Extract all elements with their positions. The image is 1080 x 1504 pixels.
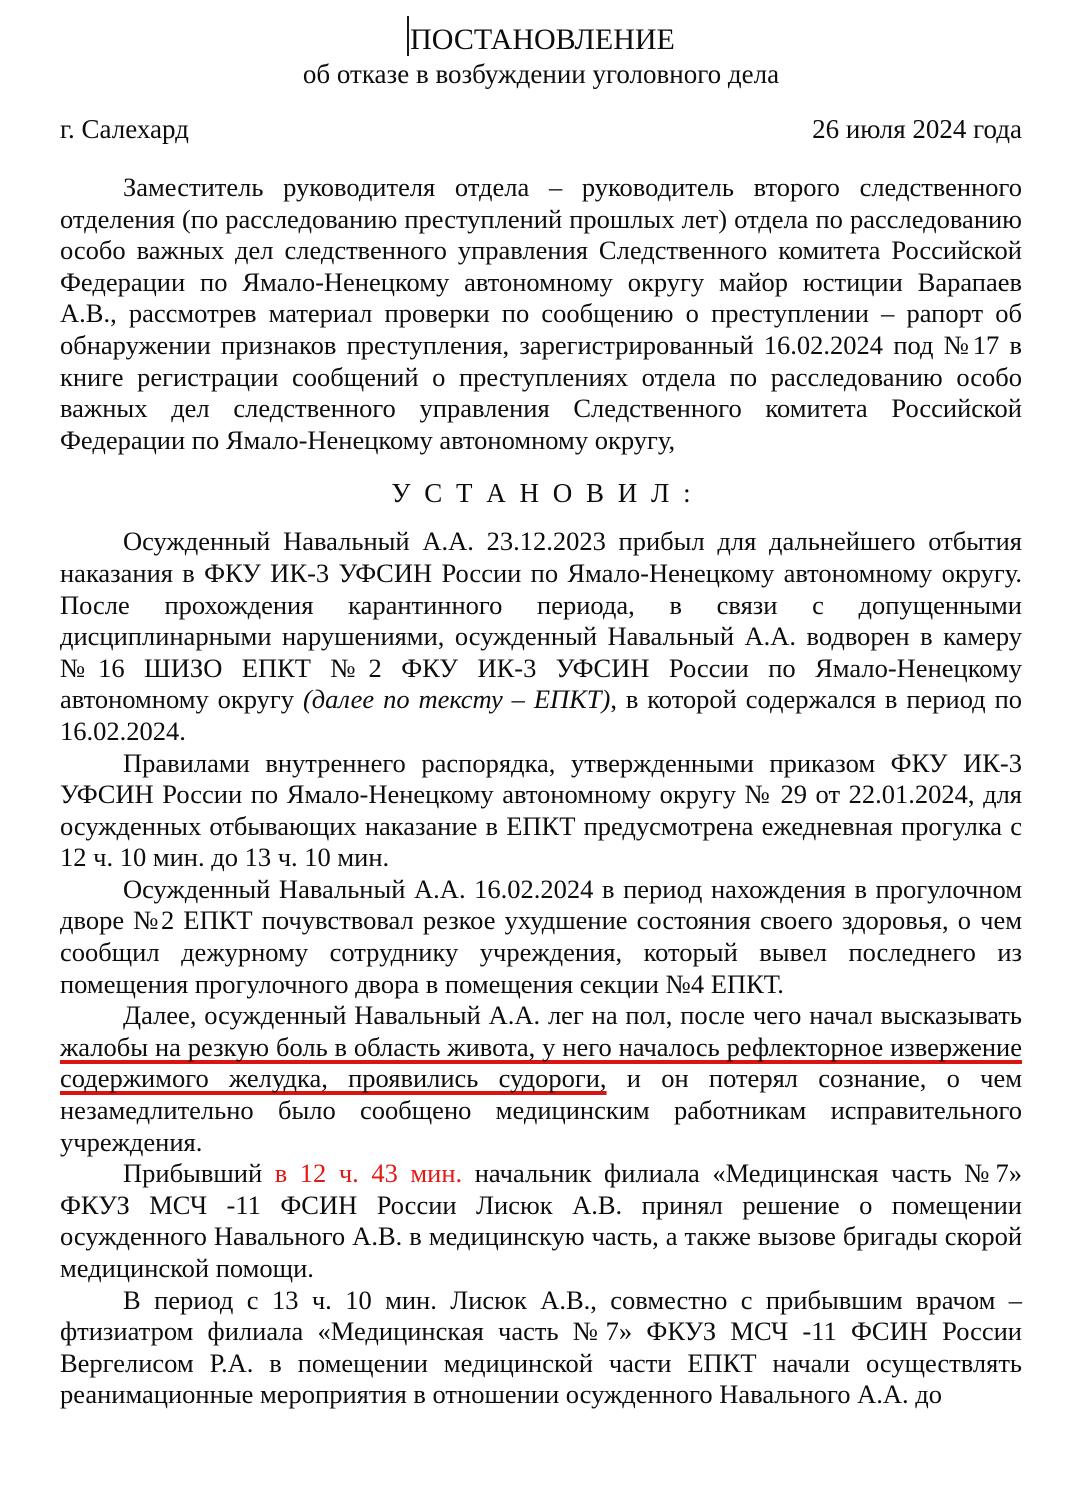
doc-subtitle: об отказе в возбуждении уголовного дела <box>302 59 780 89</box>
doc-title-text: ПОСТАНОВЛЕНИЕ <box>410 23 675 56</box>
section-heading: У С Т А Н О В И Л : <box>391 478 691 509</box>
place-date-row <box>60 113 1022 145</box>
doc-place: г. Салехард <box>60 114 189 144</box>
arrival-text-end: , в которой содержался в период по 16.02.2024. <box>60 684 1022 746</box>
text-cursor-caret <box>407 16 409 56</box>
paragraph-walk-incident: Осужденный Навальный А.А. 16.02.2024 в период нахождения в прогулочном дворе №2 ЕПКТ почувствовал резкое ухудшение состояния своего здоровья, о чем сообщил дежурному сотруднику учреждения, который вывел последнего из помещения прогулочного двора в помещения секции №4 ЕПКТ. <box>60 873 1022 999</box>
paragraph-resuscitation: В период с 13 ч. 10 мин. Лисюк А.В., совместно с прибывшим врачом – фтизиатром филиала «Медицинская часть №7» ФКУЗ МСЧ -11 ФСИН России Вергелисом Р.А. в помещении медицинской части ЕПКТ начали осуществлять реанимационные мероприятия в отношении осужденного Навального А.А. до <box>60 1284 1022 1410</box>
medical-text-start: Прибывший <box>123 1158 275 1189</box>
paragraph-medical-unit <box>60 1158 1022 1284</box>
arrival-italic-note: (далее по тексту – ЕПКТ) <box>302 684 611 715</box>
paragraph-schedule-rules: Правилами внутреннего распорядка, утвержденными приказом ФКУ ИК-3 УФСИН России по Ямало-Ненецкому автономному округу № 29 от 22.01.2024, для осужденных отбывающих наказание в ЕПКТ предусмотрена ежедневная прогулка с 12 ч. 10 мин. до 13 ч. 10 мин. <box>60 747 1022 873</box>
paragraph-arrival <box>60 526 1022 747</box>
symptoms-text-start: Далее, осужденный Навальный А.А. лег на пол, после чего начал высказывать <box>123 1000 1022 1031</box>
paragraph-symptoms <box>60 1000 1022 1158</box>
red-time-phrase: в 12 ч. 43 мин. <box>274 1158 463 1189</box>
doc-date: 26 июля 2024 года <box>812 114 1022 144</box>
medical-text-end: начальник филиала «Медицинская часть №7» ФКУЗ МСЧ -11 ФСИН России Лисюк А.В. принял решение о помещении осужденного Навального А.В. в медицинскую часть, а также вызове бригады скорой медицинской помощи. <box>60 1158 1022 1283</box>
doc-title <box>60 16 1022 58</box>
arrival-text-start: Осужденный Навальный А.А. 23.12.2023 прибыл для дальнейшего отбытия наказания в ФКУ ИК-3 УФСИН России по Ямало-Ненецкому автономному округу. После прохождения карантинного периода, в связи с допущенными дисциплинарными нарушениями, осужденный Навальный А.А. водворен в камеру №16 ШИЗО ЕПКТ №2 ФКУ ИК-3 УФСИН России по Ямало-Ненецкому автономному округу <box>60 526 1022 715</box>
paragraph-preamble: Заместитель руководителя отдела – руководитель второго следственного отделения (по расследованию преступлений прошлых лет) отдела по расследованию особо важных дел следственного управления Следственного комитета Российской Федерации по Ямало-Ненецкому автономному округу майор юстиции Варапаев А.В., рассмотрев материал проверки по сообщению о преступлении – рапорт об обнаружении признаков преступления, зарегистрированный 16.02.2024 под №17 в книге регистрации сообщений о преступлениях отдела по расследованию особо важных дел следственного управления Следственного комитета Российской Федерации по Ямало-Ненецкому автономному округу, <box>60 172 1022 455</box>
underlined-phrase: жалобы на резкую боль в область живота, у него началось рефлекторное извержение содержимого желудка, проявились судороги, <box>60 1031 1022 1094</box>
symptoms-text-end: и он потерял сознание, о чем незамедлительно было сообщено медицинским работникам исправительного учреждения. <box>60 1063 1023 1157</box>
